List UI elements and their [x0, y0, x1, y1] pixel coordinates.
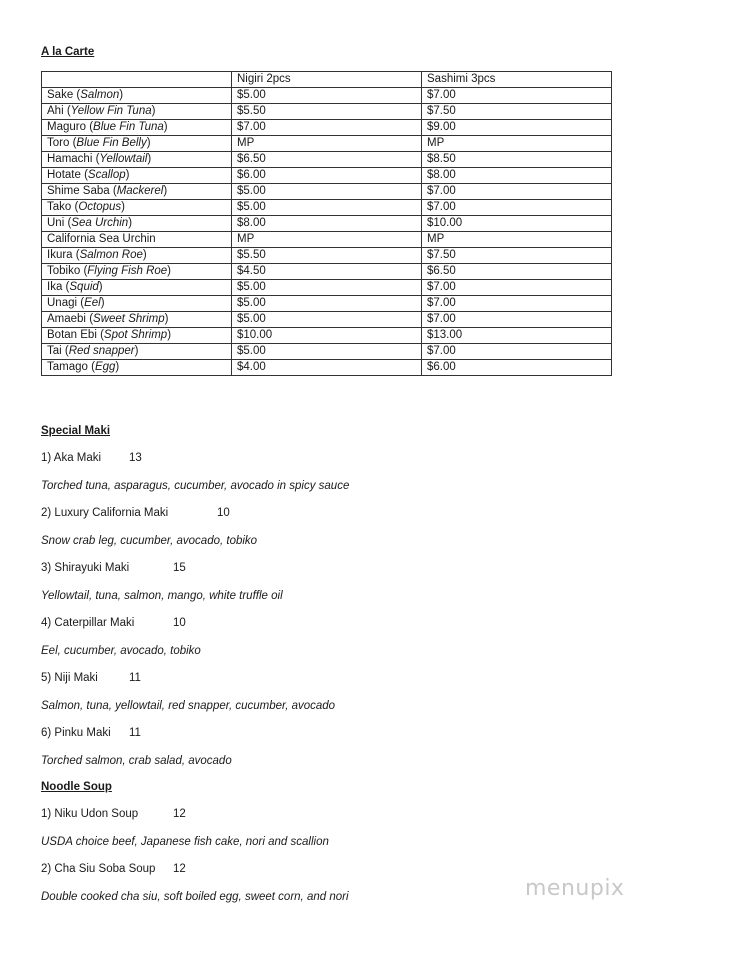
- sashimi-price: $7.00: [422, 312, 612, 328]
- nigiri-price: $5.50: [232, 248, 422, 264]
- table-row: [42, 312, 612, 328]
- item-name: 3) Shirayuki Maki: [41, 562, 130, 574]
- sashimi-price: $8.00: [422, 168, 612, 184]
- section-heading-a-la-carte: A la Carte: [41, 46, 95, 58]
- table-row: [42, 344, 612, 360]
- table-row: [42, 120, 612, 136]
- item-name-cell: Tamago (Egg): [42, 360, 232, 376]
- item-description: Salmon: [80, 89, 120, 101]
- table-row: [42, 232, 612, 248]
- item-name: 6) Pinku Maki: [41, 727, 111, 739]
- item-name-cell: Amaebi (Sweet Shrimp): [42, 312, 232, 328]
- item-name: Tako: [47, 201, 72, 213]
- nigiri-price: $6.00: [232, 168, 422, 184]
- item-description: Yellow Fin Tuna: [70, 105, 152, 117]
- item-description: Flying Fish Roe: [87, 265, 168, 277]
- a-la-carte-table: [41, 71, 612, 376]
- item-description: Blue Fin Tuna: [93, 121, 164, 133]
- table-row: [42, 88, 612, 104]
- item-name: Tamago: [47, 361, 88, 373]
- item-description: Eel: [84, 297, 101, 309]
- list-item: [41, 727, 141, 739]
- sashimi-price: MP: [422, 136, 612, 152]
- nigiri-price: MP: [232, 232, 422, 248]
- list-item: [41, 617, 186, 629]
- item-name: 5) Niji Maki: [41, 672, 98, 684]
- nigiri-price: $5.50: [232, 104, 422, 120]
- item-description: Snow crab leg, cucumber, avocado, tobiko: [41, 535, 258, 547]
- item-description: Torched tuna, asparagus, cucumber, avocado in spicy sauce: [41, 480, 350, 492]
- table-header-row: [42, 72, 612, 88]
- item-name: 1) Niku Udon Soup: [41, 808, 139, 820]
- table-row: [42, 296, 612, 312]
- item-name: Unagi: [47, 297, 78, 309]
- item-name: Toro: [47, 137, 70, 149]
- nigiri-price: $5.00: [232, 296, 422, 312]
- nigiri-price: $4.50: [232, 264, 422, 280]
- item-name: Ahi: [47, 105, 64, 117]
- item-name: 2) Luxury California Maki: [41, 507, 169, 519]
- table-row: [42, 184, 612, 200]
- item-description: Scallop: [87, 169, 126, 181]
- nigiri-price: $5.00: [232, 344, 422, 360]
- section-heading-special-maki: Special Maki: [41, 425, 111, 437]
- sashimi-price: $6.50: [422, 264, 612, 280]
- nigiri-price: $7.00: [232, 120, 422, 136]
- item-description: Torched salmon, crab salad, avocado: [41, 755, 232, 767]
- nigiri-price: $8.00: [232, 216, 422, 232]
- item-name-cell: Tako (Octopus): [42, 200, 232, 216]
- table-row: [42, 360, 612, 376]
- item-name-cell: Tobiko (Flying Fish Roe): [42, 264, 232, 280]
- item-name: California Sea Urchin: [47, 233, 156, 245]
- item-name: Hamachi: [47, 153, 93, 165]
- nigiri-price: $5.00: [232, 184, 422, 200]
- item-description: Squid: [69, 281, 99, 293]
- item-name-cell: [42, 232, 232, 248]
- item-description: Egg: [94, 361, 116, 373]
- item-name: Ikura: [47, 249, 73, 261]
- item-name-cell: Ikura (Salmon Roe): [42, 248, 232, 264]
- item-name-cell: Maguro (Blue Fin Tuna): [42, 120, 232, 136]
- item-name-cell: Tai (Red snapper): [42, 344, 232, 360]
- sashimi-price: $7.00: [422, 88, 612, 104]
- item-price: 13: [129, 452, 142, 464]
- sashimi-price: $13.00: [422, 328, 612, 344]
- item-price: 11: [129, 727, 141, 739]
- table-row: [42, 264, 612, 280]
- item-description: Sea Urchin: [71, 217, 129, 229]
- item-description: Salmon Roe: [79, 249, 143, 261]
- nigiri-price: MP: [232, 136, 422, 152]
- nigiri-price: $4.00: [232, 360, 422, 376]
- item-name: Ika: [47, 281, 63, 293]
- item-name: Maguro: [47, 121, 86, 133]
- table-row: [42, 152, 612, 168]
- item-price: 10: [217, 507, 230, 519]
- item-name-cell: Sake (Salmon): [42, 88, 232, 104]
- item-price: 10: [173, 617, 186, 629]
- header-nigiri: Nigiri 2pcs: [232, 72, 422, 88]
- item-name-cell: Botan Ebi (Spot Shrimp): [42, 328, 232, 344]
- item-name: 1) Aka Maki: [41, 452, 102, 464]
- item-name-cell: Ika (Squid): [42, 280, 232, 296]
- item-name-cell: Unagi (Eel): [42, 296, 232, 312]
- section-heading-noodle-soup: Noodle Soup: [41, 781, 112, 793]
- nigiri-price: $5.00: [232, 200, 422, 216]
- table-row: [42, 200, 612, 216]
- sashimi-price: $7.00: [422, 344, 612, 360]
- item-description: Spot Shrimp: [103, 329, 168, 341]
- item-description: Red snapper: [68, 345, 135, 357]
- header-sashimi: Sashimi 3pcs: [422, 72, 612, 88]
- item-name-cell: Hotate (Scallop): [42, 168, 232, 184]
- item-price: 15: [173, 562, 186, 574]
- item-price: 12: [173, 808, 186, 820]
- table-row: [42, 280, 612, 296]
- table-row: [42, 168, 612, 184]
- item-description: Yellowtail, tuna, salmon, mango, white truffle oil: [41, 590, 283, 602]
- sashimi-price: $10.00: [422, 216, 612, 232]
- list-item: [41, 562, 186, 574]
- sashimi-price: $7.00: [422, 280, 612, 296]
- table-row: [42, 136, 612, 152]
- nigiri-price: $6.50: [232, 152, 422, 168]
- item-name: Shime Saba: [47, 185, 110, 197]
- item-description: Salmon, tuna, yellowtail, red snapper, cucumber, avocado: [41, 700, 336, 712]
- sashimi-price: $7.50: [422, 104, 612, 120]
- item-name-cell: Ahi (Yellow Fin Tuna): [42, 104, 232, 120]
- list-item: [41, 808, 186, 820]
- item-name: Tai: [47, 345, 62, 357]
- table-row: [42, 104, 612, 120]
- table-row: [42, 248, 612, 264]
- list-item: [41, 672, 141, 684]
- nigiri-price: $5.00: [232, 88, 422, 104]
- table-row: [42, 216, 612, 232]
- item-description: Octopus: [78, 201, 122, 213]
- item-name: Tobiko: [47, 265, 81, 277]
- table-row: [42, 328, 612, 344]
- list-item: [41, 863, 186, 875]
- item-name-cell: Shime Saba (Mackerel): [42, 184, 232, 200]
- item-price: 12: [173, 863, 186, 875]
- item-description: USDA choice beef, Japanese fish cake, nori and scallion: [41, 836, 329, 848]
- item-name: 2) Cha Siu Soba Soup: [41, 863, 156, 875]
- watermark-logo: menupix: [525, 876, 625, 901]
- sashimi-price: $7.50: [422, 248, 612, 264]
- sashimi-price: $7.00: [422, 200, 612, 216]
- sashimi-price: $8.50: [422, 152, 612, 168]
- item-name-cell: Hamachi (Yellowtail): [42, 152, 232, 168]
- sashimi-price: $7.00: [422, 296, 612, 312]
- sashimi-price: $7.00: [422, 184, 612, 200]
- item-name: Botan Ebi: [47, 329, 97, 341]
- item-name-cell: Toro (Blue Fin Belly): [42, 136, 232, 152]
- item-name: 4) Caterpillar Maki: [41, 617, 135, 629]
- sashimi-price: MP: [422, 232, 612, 248]
- nigiri-price: $5.00: [232, 280, 422, 296]
- header-blank-cell: [42, 72, 232, 88]
- item-price: 11: [129, 672, 141, 684]
- sashimi-price: $6.00: [422, 360, 612, 376]
- list-item: [41, 507, 230, 519]
- list-item: [41, 452, 142, 464]
- item-description: Blue Fin Belly: [76, 137, 147, 149]
- item-name: Amaebi: [47, 313, 86, 325]
- item-name: Uni: [47, 217, 65, 229]
- item-name: Hotate: [47, 169, 81, 181]
- nigiri-price: $10.00: [232, 328, 422, 344]
- item-description: Eel, cucumber, avocado, tobiko: [41, 645, 201, 657]
- item-description: Yellowtail: [99, 153, 148, 165]
- nigiri-price: $5.00: [232, 312, 422, 328]
- sashimi-price: $9.00: [422, 120, 612, 136]
- item-description: Mackerel: [116, 185, 164, 197]
- item-description: Sweet Shrimp: [93, 313, 165, 325]
- item-name-cell: Uni (Sea Urchin): [42, 216, 232, 232]
- item-name: Sake: [47, 89, 74, 101]
- item-description: Double cooked cha siu, soft boiled egg, sweet corn, and nori: [41, 891, 349, 903]
